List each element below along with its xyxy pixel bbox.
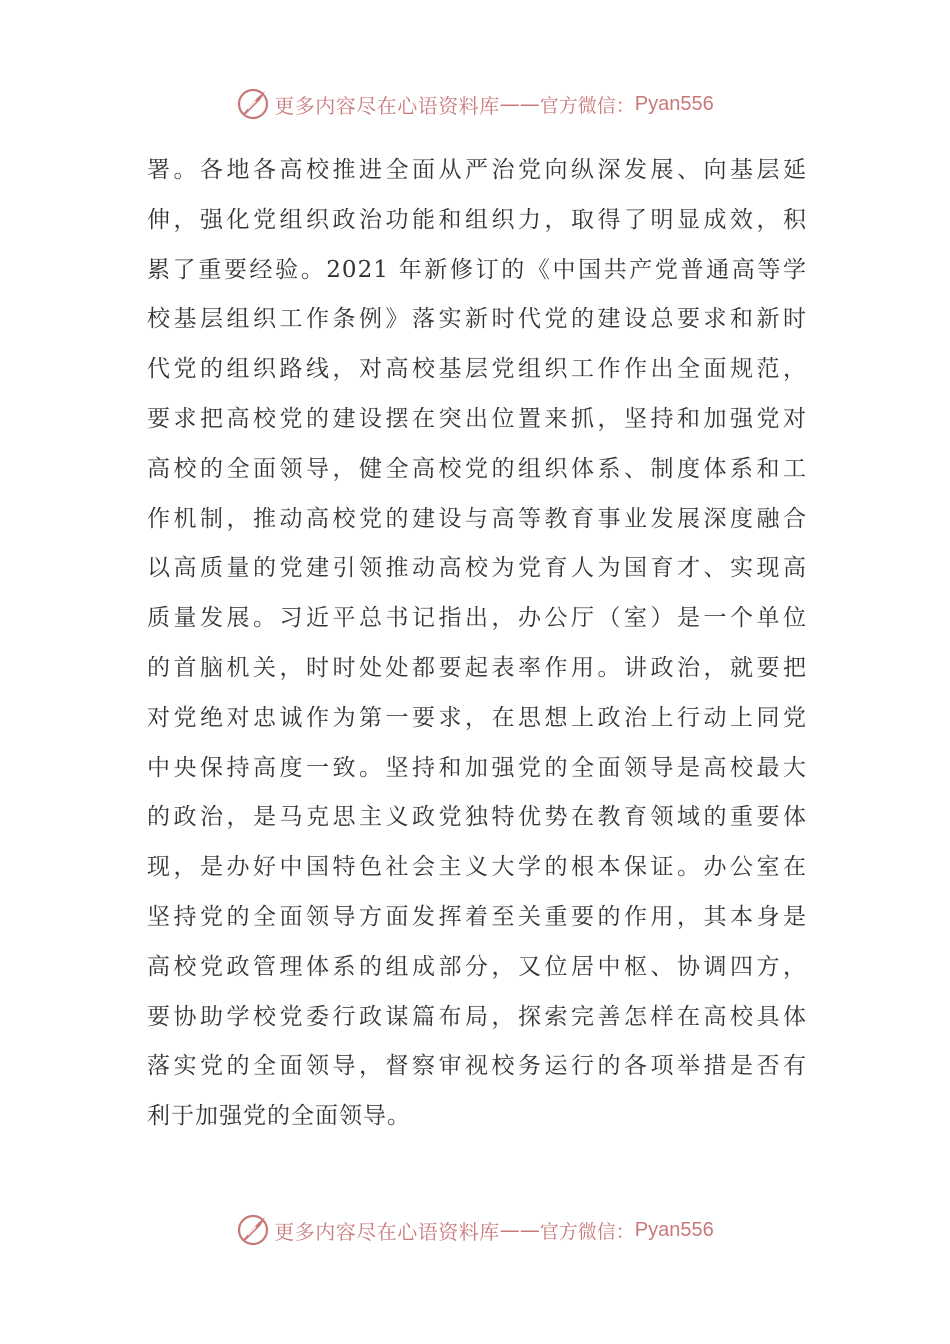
body-line: 的政治，是马克思主义政党独特优势在教育领域的重要体 (147, 804, 807, 831)
body-line: 落实党的全面领导，督察审视校务运行的各项举措是否有 (147, 1053, 807, 1080)
quill-logo-icon (236, 87, 270, 121)
body-line: 质量发展。习近平总书记指出，办公厅（室）是一个单位 (147, 605, 807, 632)
footer-banner (0, 1210, 950, 1250)
body-line: 校基层组织工作条例》落实新时代党的建设总要求和新时 (147, 306, 807, 333)
body-line: 对党绝对忠诚作为第一要求，在思想上政治上行动上同党 (147, 704, 807, 731)
body-line: 作机制，推动高校党的建设与高等教育事业发展深度融合 (147, 505, 807, 532)
banner-wechat-label: 官方微信： (539, 1220, 635, 1243)
banner-dash: —— (499, 92, 540, 116)
body-line: 以高质量的党建引领推动高校为党育人为国育才、实现高 (147, 555, 807, 582)
body-line: 利于加强党的全面领导。 (147, 1103, 411, 1130)
banner-wechat-label: 官方微信： (539, 94, 635, 117)
body-text (147, 146, 807, 1142)
body-line: 伸，强化党组织政治功能和组织力，取得了明显成效，积 (147, 206, 807, 233)
banner-wechat-id: Pyan556 (634, 92, 714, 115)
body-line: 现，是办好中国特色社会主义大学的根本保证。办公室在 (147, 854, 807, 881)
banner-wechat-id: Pyan556 (634, 1218, 714, 1241)
body-line: 累了重要经验。2021 年新修订的《中国共产党普通高等学 (147, 256, 807, 283)
body-line: 代党的组织路线，对高校基层党组织工作作出全面规范， (147, 356, 807, 383)
banner-slogan: 更多内容尽在心语资料库 (274, 93, 500, 118)
body-line: 高校的全面领导，健全高校党的组织体系、制度体系和工 (147, 455, 807, 482)
banner-dash: —— (499, 1218, 540, 1242)
body-line: 坚持党的全面领导方面发挥着至关重要的作用，其本身是 (147, 903, 807, 930)
body-line: 的首脑机关，时时处处都要起表率作用。讲政治，就要把 (147, 654, 807, 681)
body-line: 要协助学校党委行政谋篇布局，探索完善怎样在高校具体 (147, 1003, 807, 1030)
header-banner (0, 84, 950, 124)
quill-logo-icon (236, 1213, 270, 1247)
body-line: 署。各地各高校推进全面从严治党向纵深发展、向基层延 (147, 157, 807, 183)
banner-slogan: 更多内容尽在心语资料库 (274, 1219, 500, 1244)
body-line: 高校党政管理体系的组成部分，又位居中枢、协调四方， (147, 953, 807, 980)
body-line: 要求把高校党的建设摆在突出位置来抓，坚持和加强党对 (147, 405, 807, 432)
body-line: 中央保持高度一致。坚持和加强党的全面领导是高校最大 (147, 754, 807, 781)
